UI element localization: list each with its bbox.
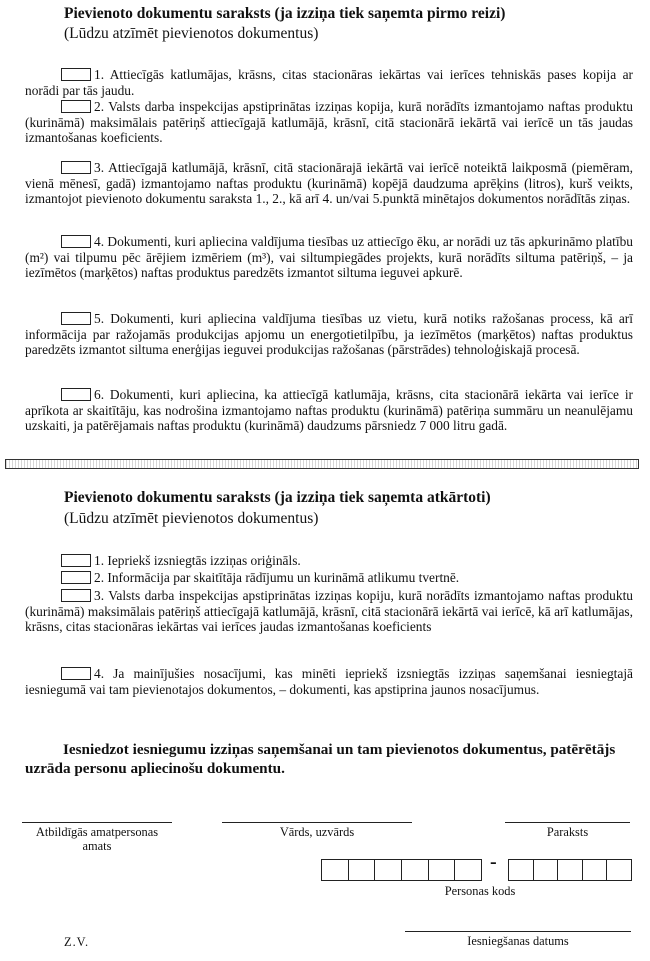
checkbox[interactable] bbox=[61, 589, 91, 602]
checkbox[interactable] bbox=[61, 667, 91, 680]
checkbox[interactable] bbox=[61, 161, 91, 174]
section2-subtitle: (Lūdzu atzīmēt pievienotos dokumentus) bbox=[64, 510, 319, 527]
section2-title: Pievienoto dokumentu saraksts (ja izziņa tiek saņemta atkārtoti) bbox=[64, 489, 491, 506]
checkbox[interactable] bbox=[61, 68, 91, 81]
code-dash: - bbox=[490, 851, 497, 873]
official-line[interactable] bbox=[22, 822, 172, 823]
s1-item-6: 6. Dokumenti, kuri apliecina, ka attiecīgā katlumāja, krāsns, cita stacionārā iekārta vai ierīce ir aprīkota ar skaitītāju, kas nodrošina izmantojamo naftas produktu (kurināmā) patēriņa summāru un neanulējamu uzskaiti, ja patērējamais naftas produktu (kurināmā) daudzums pārsniedz 7 000 litru gadā. bbox=[25, 387, 633, 434]
name-line[interactable] bbox=[222, 822, 412, 823]
s1-item-4: 4. Dokumenti, kuri apliecina valdījuma tiesības uz attiecīgo ēku, ar norādi uz tās apkurināmo platību (m²) vai tilpumu pēc ārējiem izmēriem (m³), vai siltumpiegādes projekts, kurā norādīts siltuma patēriņš, – ja iezīmētos (marķētos) naftas produktus paredzēts izmantot siltuma ieguvei apkurē. bbox=[25, 234, 633, 281]
checkbox[interactable] bbox=[61, 312, 91, 325]
s1-item-1: 1. Attiecīgās katlumājas, krāsns, citas stacionāras iekārtas vai ierīces tehniskās pases kopija ar norādi par tās jaudu. bbox=[25, 67, 633, 98]
checkbox[interactable] bbox=[61, 235, 91, 248]
checkbox[interactable] bbox=[61, 100, 91, 113]
s2-item-1: 1. Iepriekš izsniegtās izziņas oriģināls. bbox=[25, 553, 633, 569]
s2-item-4: 4. Ja mainījušies nosacījumi, kas minēti iepriekš izsniegtās izziņas saņemšanai iesniegtajā iesniegumā vai tam pievienotajos dokumentos, – dokumenti, kas apstiprina jaunos nosacījumus. bbox=[25, 666, 633, 697]
personal-code-part1[interactable] bbox=[321, 859, 482, 881]
s1-item-2: 2. Valsts darba inspekcijas apstiprinātas izziņas kopija, kurā norādīts izmantojamo naftas produktu (kurināmā) maksimālais patēriņš attiecīgajā katlumājā, krāsnī, citā stacionārā iekārtā vai ierīcē un tās jaudas izmantošanas koeficients. bbox=[25, 99, 633, 146]
stamp-label: Z.V. bbox=[64, 935, 90, 949]
s1-item-5: 5. Dokumenti, kuri apliecina valdījuma tiesības uz vietu, kurā notiks ražošanas process, kā arī informācija par ražojamās produkcijas apjomu un energotietilpību, ja iezīmētos (marķētos) naftas produktus paredzēts izmantot siltuma enerģijas ieguvei produkcijas ražošanas (pārstrādes) tehnoloģiskajā procesā. bbox=[25, 311, 633, 358]
s2-item-2: 2. Informācija par skaitītāja rādījumu un kurināmā atlikumu tvertnē. bbox=[25, 570, 633, 586]
name-label: Vārds, uzvārds bbox=[279, 825, 355, 839]
date-label: Iesniegšanas datums bbox=[467, 934, 569, 948]
id-note: Iesniedzot iesniegumu izziņas saņemšanai un tam pievienotos dokumentus, patērētājs uzrāda personu apliecinošu dokumentu. bbox=[25, 741, 616, 777]
signature-line[interactable] bbox=[505, 822, 630, 823]
section1-title: Pievienoto dokumentu saraksts (ja izziņa tiek saņemta pirmo reizi) bbox=[64, 5, 506, 22]
date-line[interactable] bbox=[405, 931, 631, 932]
section1-subtitle: (Lūdzu atzīmēt pievienotos dokumentus) bbox=[64, 25, 319, 42]
checkbox[interactable] bbox=[61, 554, 91, 567]
checkbox[interactable] bbox=[61, 571, 91, 584]
s2-item-3: 3. Valsts darba inspekcijas apstiprinātas izziņas kopiju, kurā norādīts izmantojamo naftas produktu (kurināmā) maksimālais patēriņš attiecīgajā katlumājā, krāsnī, citā stacionārā iekārtā vai ierīcē, kā arī katlumājas, krāsns, citas stacionāras iekārtas vai ierīces jaudas izmantošanas koeficients bbox=[25, 588, 633, 635]
personal-code-part2[interactable] bbox=[508, 859, 632, 881]
official-label: Atbildīgās amatpersonas amats bbox=[35, 825, 159, 853]
signature-label: Paraksts bbox=[546, 825, 589, 839]
s1-item-3: 3. Attiecīgajā katlumājā, krāsnī, citā stacionārajā iekārtā vai ierīcē noteiktā laikposmā (piemēram, vienā mēnesī, gadā) izmantojamo naftas produktu (kurināmā) kopējā daudzuma aprēķins (litros), kurš veikts, izmantojot pievienoto dokumentu saraksta 1., 2., kā arī 4. un/vai 5.punktā minētajos dokumentos norādītās ziņas. bbox=[25, 160, 633, 207]
checkbox[interactable] bbox=[61, 388, 91, 401]
section-separator bbox=[5, 459, 639, 469]
personal-code-label: Personas kods bbox=[444, 884, 516, 898]
